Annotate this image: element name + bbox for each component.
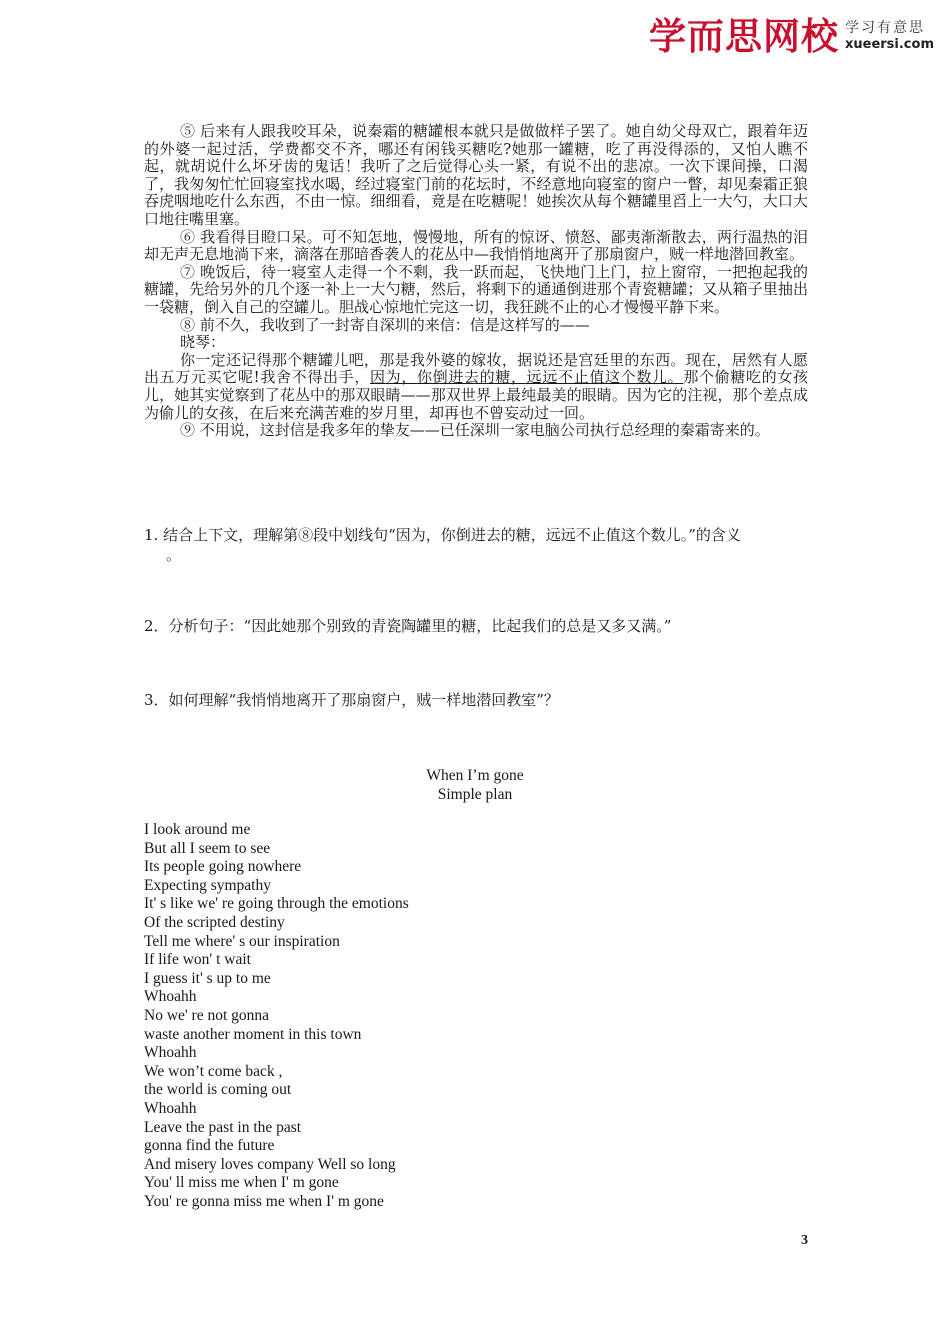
- paragraph-8: ⑧ 前不久，我收到了一封寄自深圳的来信：信是这样写的——: [180, 315, 590, 334]
- lyric-line: Leave the past in the past: [144, 1118, 302, 1136]
- lyric-line: Its people going nowhere: [144, 858, 302, 876]
- lyric-line: You' ll miss me when I' m gone: [144, 1174, 339, 1192]
- reading-passage: [144, 123, 808, 440]
- lyric-line: Whoahh: [144, 988, 197, 1006]
- lyric-line: I look around me: [144, 821, 251, 838]
- paragraph-5: ⑤ 后来有人跟我咬耳朵，说秦霜的糖罐根本就只是做做样子罢了。她自幼父母双亡，跟着年迈的外婆一起过活，学费都交不齐，哪还有闲钱买糖吃?她那一罐糖，吃了再没得添的，又怕人瞧不起，就胡说什么坏牙齿的鬼话！我听了之后觉得心头一紧，有说不出的悲凉。一次下课间操，口渴了，我匆匆忙忙回寝室找水喝，经过寝室门前的花坛时，不经意地向寝室的窗户一瞥，却见秦霜正狼吞虎咽地吃什么东西，不由一惊。细细看，竟是在吃糖呢！她挨次从每个糖罐里舀上一大勺，大口大口地往嘴里塞。: [144, 122, 808, 228]
- letter-salutation: 晓琴：: [180, 333, 226, 352]
- page-number: 3: [801, 1233, 808, 1248]
- lyric-line: waste another moment in this town: [144, 1025, 362, 1043]
- paragraph-7: ⑦ 晚饭后，待一寝室人走得一个不剩，我一跃而起，飞快地门上门，拉上窗帘，一把抱起我的糖罐，先给另外的几个逐一补上一大勺糖，然后，将剩下的通通倒进那个青瓷糖罐；又从箱子里抽出一袋糖，倒入自己的空罐儿。胆战心惊地忙完这一切，我狂跳不止的心才慢慢平静下来。: [144, 262, 808, 316]
- lyric-line: gonna find the future: [144, 1137, 275, 1155]
- lyric-line: It' s like we' re going through the emotions: [144, 895, 409, 913]
- logo-text: 学而思网校: [648, 15, 839, 58]
- question-1: [144, 525, 808, 565]
- question-3: 3．如何理解“我悄悄地离开了那扇窗户，贼一样地潜回教室”？: [144, 691, 559, 709]
- lyric-line: And misery loves company Well so long: [144, 1155, 396, 1173]
- lyric-line: But all I seem to see: [144, 839, 271, 857]
- lyric-line: If life won' t wait: [144, 951, 251, 969]
- lyric-line: No we' re not gonna: [144, 1006, 270, 1024]
- logo-slogan: 学习有意思: [844, 20, 925, 36]
- lyric-line: Of the scripted destiny: [144, 913, 285, 931]
- lyric-line: I guess it' s up to me: [144, 969, 271, 987]
- lyric-line: Tell me where' s our inspiration: [144, 932, 340, 950]
- letter-text-before: 你一定还记得那个糖罐儿吧，那是我外婆的嫁妆，据说还是宫廷里的东西。现在，居然有人愿出五万元买它呢!我舍不得出手，: [144, 350, 808, 387]
- song-artist: Simple plan: [437, 786, 513, 803]
- letter-text-after: 那个偷糖吃的女孩儿，她其实觉察到了花丛中的那双眼睛——那双世界上最纯最美的眼睛。因为它的注视，那个差点成为偷儿的女孩，在后来充满苦难的岁月里，却再也不曾妄动过一回。: [144, 368, 808, 422]
- lyric-line: Expecting sympathy: [144, 876, 271, 894]
- lyric-line: the world is coming out: [144, 1081, 292, 1099]
- lyric-line: Whoahh: [144, 1044, 197, 1062]
- logo-side: [845, 20, 934, 53]
- lyric-line: You' re gonna miss me when I' m gone: [144, 1192, 384, 1210]
- paragraph-9: ⑨ 不用说，这封信是我多年的挚友——已任深圳一家电脑公司执行总经理的秦霜寄来的。: [180, 421, 770, 440]
- lyric-line: Whoahh: [144, 1099, 197, 1117]
- lyric-line: We won’t come back ,: [144, 1062, 283, 1080]
- letter-body: [144, 352, 808, 422]
- logo-url: xueersi.com: [844, 37, 934, 52]
- question-1-tail: 。: [166, 546, 182, 564]
- question-1-text: 1. 结合上下文，理解第⑧段中划线句“因为，你倒进去的糖，远远不止值这个数儿。”的含义: [144, 526, 741, 544]
- question-2: 2．分析句子：“因此她那个别致的青瓷陶罐里的糖，比起我们的总是又多又满。”: [144, 617, 672, 635]
- underlined-sentence: 因为，你倒进去的糖，远远不止值这个数儿。: [370, 368, 684, 387]
- paragraph-6: ⑥ 我看得目瞪口呆。可不知怎地，慢慢地，所有的惊讶、愤怒、鄙夷渐渐散去，两行温热的泪却无声无息地淌下来，滴落在那暗香袭人的花丛中—我悄悄地离开了那扇窗户，贼一样地潜回教室。: [144, 227, 808, 264]
- header-logo: [648, 15, 934, 58]
- song-title: When I’m gone: [426, 767, 524, 784]
- song-lyrics: [144, 821, 409, 1211]
